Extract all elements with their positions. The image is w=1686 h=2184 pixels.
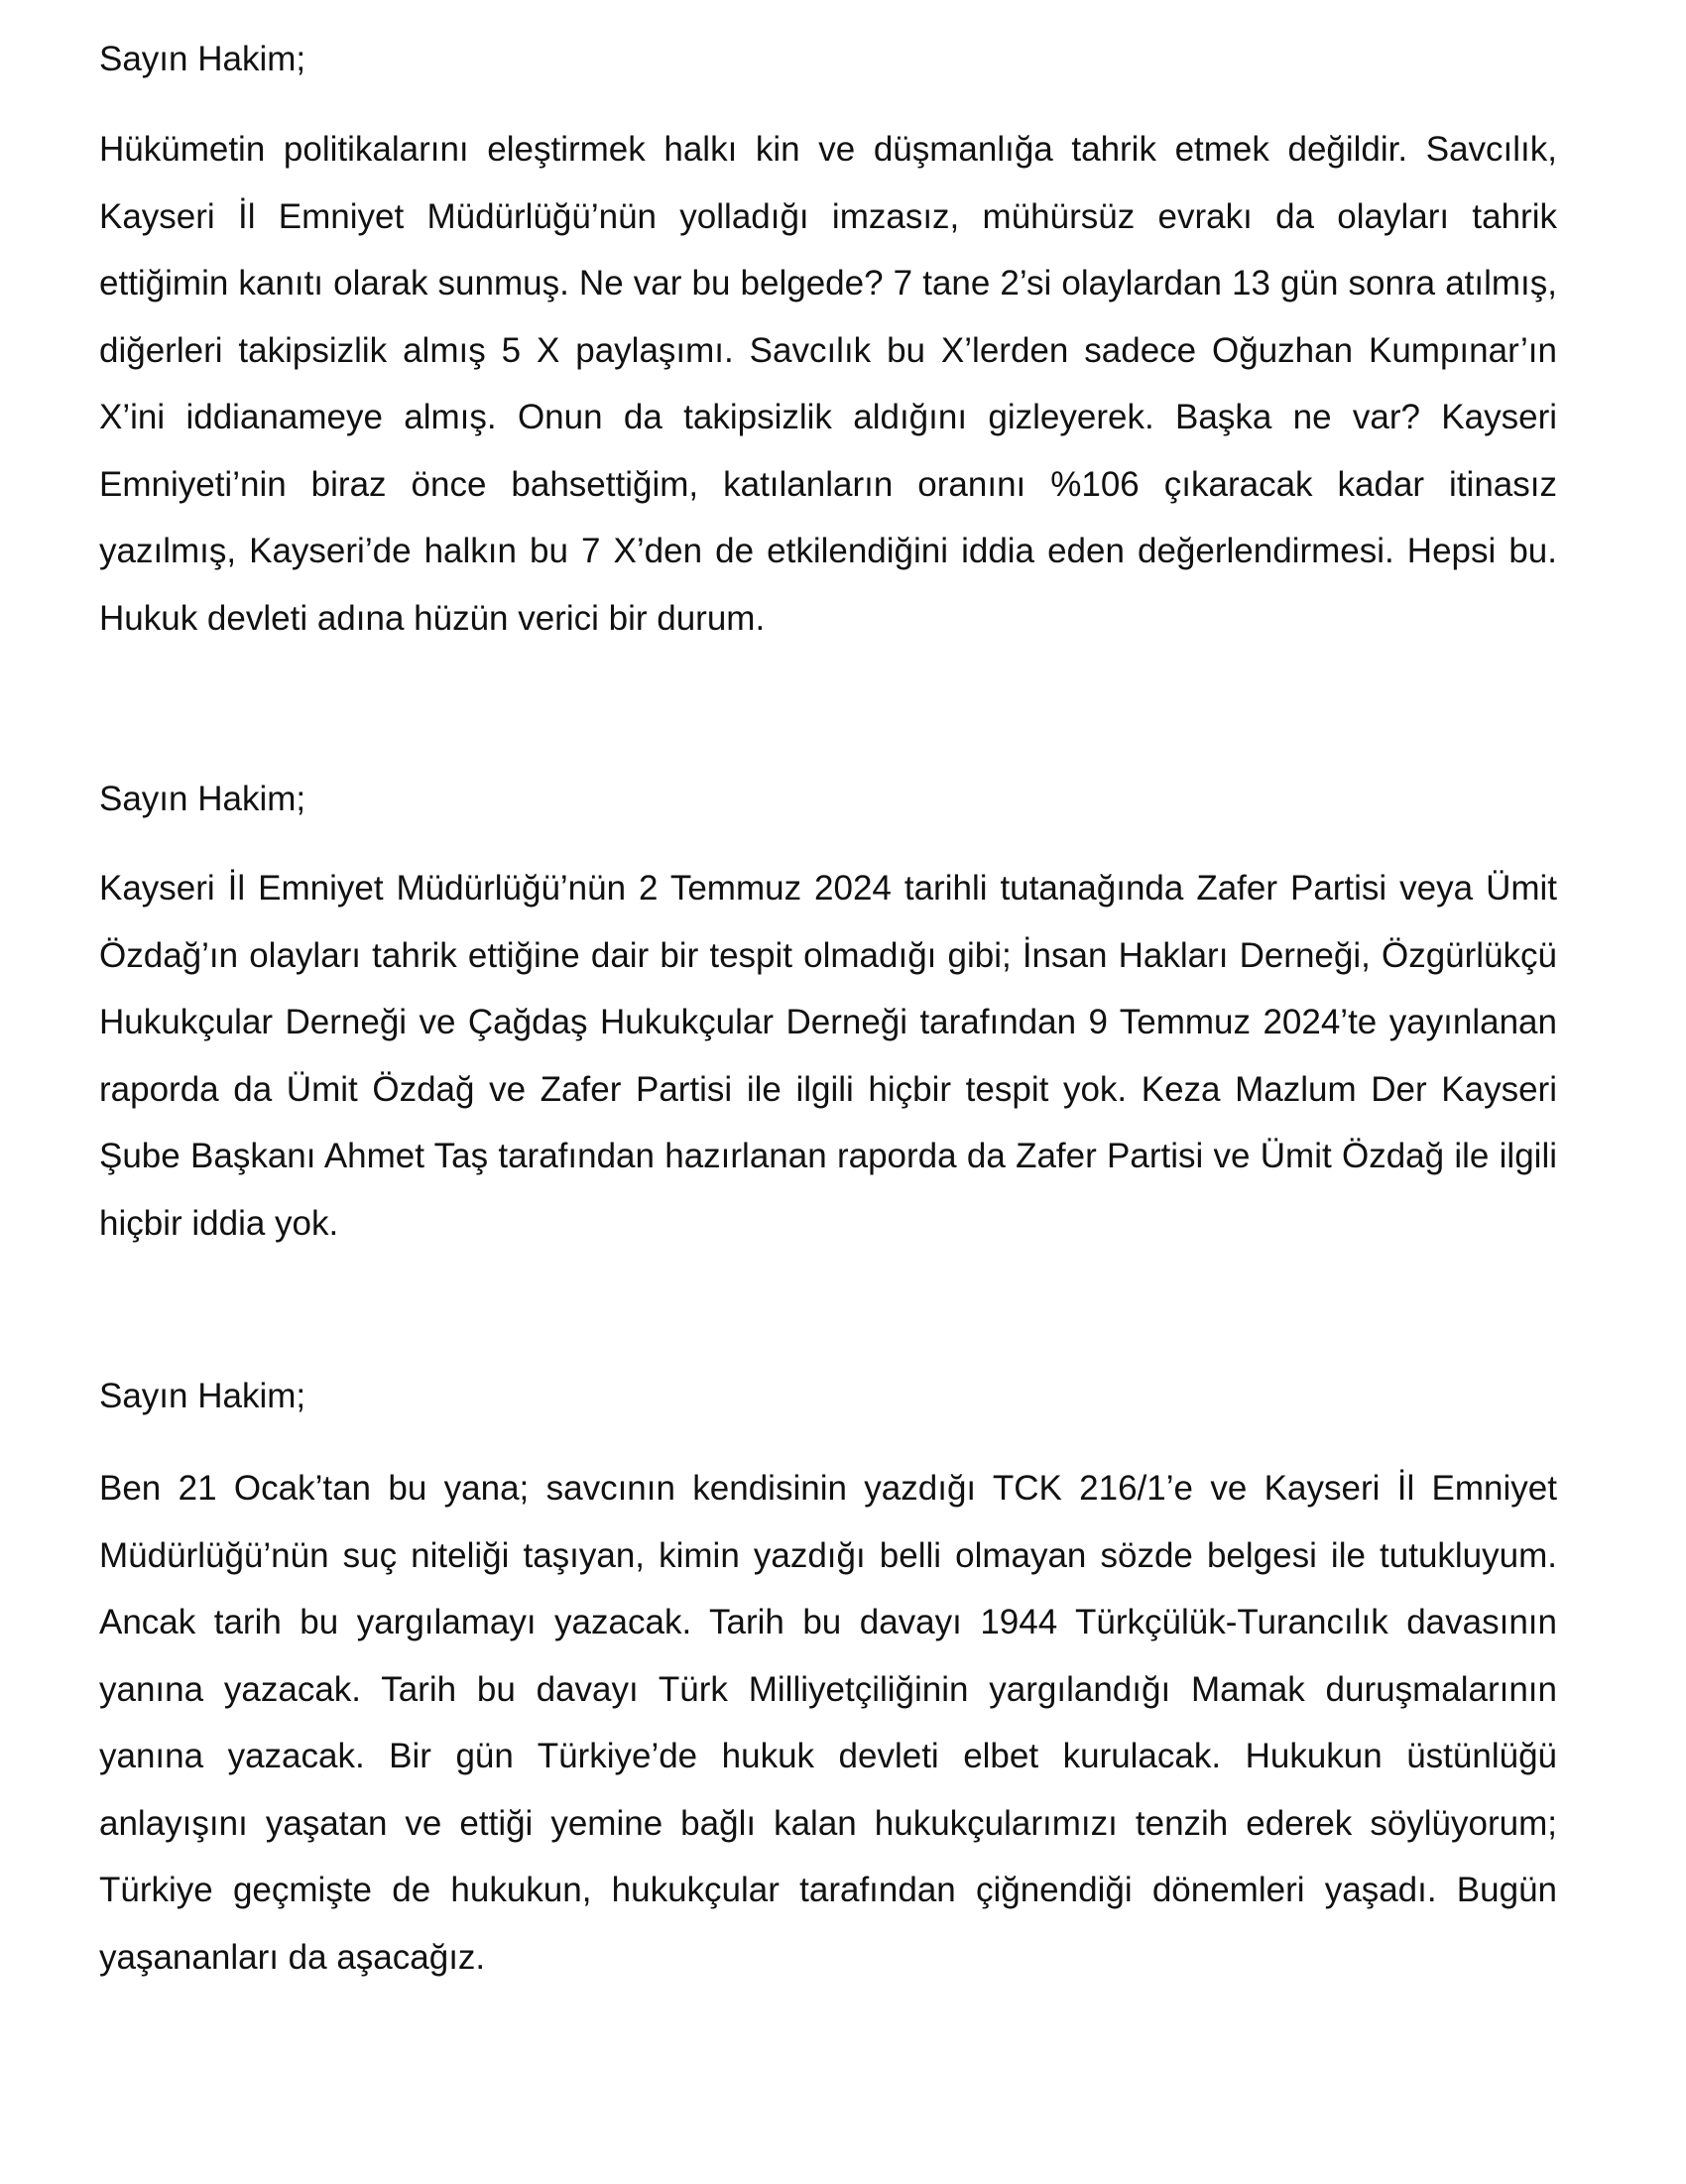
paragraph: Kayseri İl Emniyet Müdürlüğü’nün 2 Temmuz 2024 tarihli tutanağında Zafer Partisi veya Ümit Özdağ’ın olayları tahrik ettiğine dair bir tespit olmadığı gibi; İnsan Hakları Derneği, Özgürlükçü Hukukçular Derneği ve Çağdaş Hukukçular Derneği tarafından 9 Temmuz 2024’te yayınlanan raporda da Ümit Özdağ ve Zafer Partisi ile ilgili hiçbir tespit yok. Keza Mazlum Der Kayseri Şube Başkanı Ahmet Taş tarafından hazırlanan raporda da Zafer Partisi ve Ümit Özdağ ile ilgili hiçbir iddia yok. <box>99 869 1557 1243</box>
salutation: Sayın Hakim; <box>99 1377 306 1415</box>
paragraph: Hükümetin politikalarını eleştirmek halkı kin ve düşmanlığa tahrik etmek değildir. Savcılık, Kayseri İl Emniyet Müdürlüğü’nün yolladığı imzasız, mühürsüz evrakı da olayları tahrik ettiğimin kanıtı olarak sunmuş. Ne var bu belgede? 7 tane 2’si olaylardan 13 gün sonra atılmış, diğerleri takipsizlik almış 5 X paylaşımı. Savcılık bu X’lerden sadece Oğuzhan Kumpınar’ın X’ini iddianameye almış. Onun da takipsizlik aldığını gizleyerek. Başka ne var? Kayseri Emniyeti’nin biraz önce bahsettiğim, katılanların oranını %106 çıkaracak kadar itinasız yazılmış, Kayseri’de halkın bu 7 X’den de etkilendiğini iddia eden değerlendirmesi. Hepsi bu. Hukuk devleti adına hüzün verici bir durum. <box>99 130 1557 638</box>
paragraph: Ben 21 Ocak’tan bu yana; savcının kendisinin yazdığı TCK 216/1’e ve Kayseri İl Emniyet Müdürlüğü’nün suç niteliği taşıyan, kimin yazdığı belli olmayan sözde belgesi ile tutukluyum. Ancak tarih bu yargılamayı yazacak. Tarih bu davayı 1944 Türkçülük-Turancılık davasının yanına yazacak. Tarih bu davayı Türk Milliyetçiliğinin yargılandığı Mamak duruşmalarının yanına yazacak. Bir gün Türkiye’de hukuk devleti elbet kurulacak. Hukukun üstünlüğü anlayışını yaşatan ve ettiği yemine bağlı kalan hukukçularımızı tenzih ederek söylüyorum; Türkiye geçmişte de hukukun, hukukçular tarafından çiğnendiği dönemleri yaşadı. Bugün yaşananları da aşacağız. <box>99 1469 1557 1977</box>
statement-section-2 <box>99 766 1557 1257</box>
statement-section-3 <box>99 1363 1557 1991</box>
document-page <box>99 0 1557 1991</box>
salutation: Sayın Hakim; <box>99 780 306 818</box>
salutation: Sayın Hakim; <box>99 40 306 78</box>
statement-section-1 <box>99 26 1557 652</box>
